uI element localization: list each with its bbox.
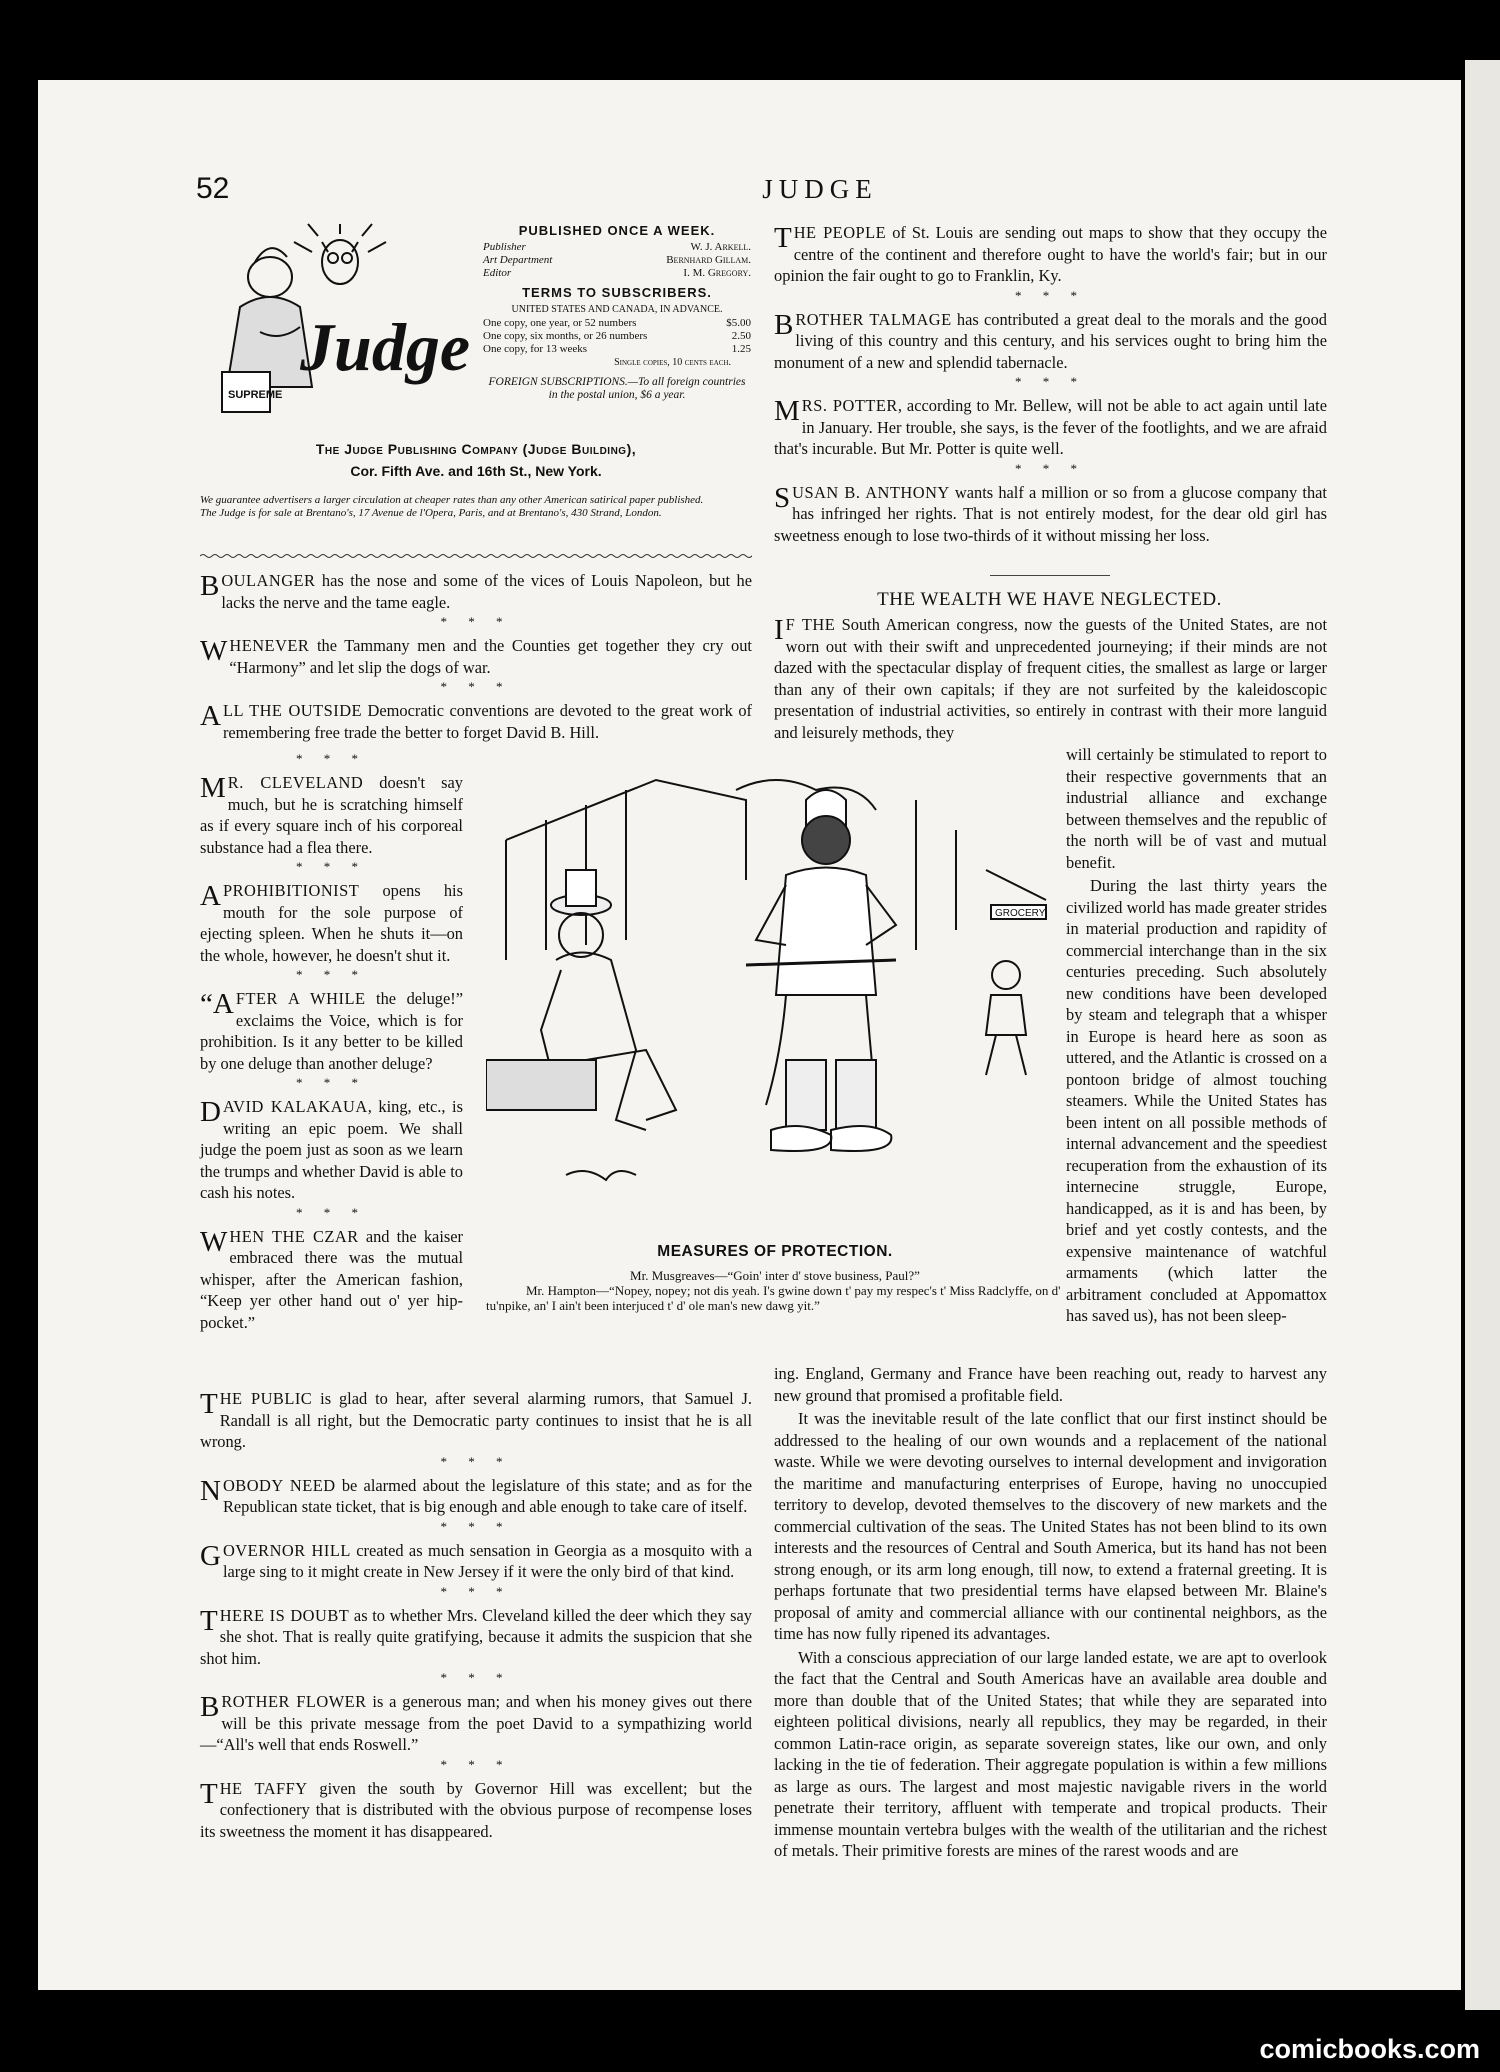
cartoon-drawing bbox=[486, 760, 1064, 1244]
single-copies: Single copies, 10 cents each. bbox=[614, 357, 731, 368]
masthead-illustration bbox=[200, 222, 480, 422]
publisher-box bbox=[483, 224, 751, 402]
right-column-top bbox=[774, 222, 1327, 548]
article-title: THE WEALTH WE HAVE NEGLECTED. bbox=[877, 589, 1222, 610]
caption-line: Mr. Hampton—“Nopey, nopey; not dis yeah. I's gwine down t' pay my respec's t' Miss Radclyffe, on d' tu'npike, an' I ain't been interjuced t' d' ole man's new dawg yit.” bbox=[486, 1283, 1061, 1313]
section-stars: * * * bbox=[440, 614, 512, 629]
paragraph: WHEN THE CZAR and the kaiser embraced there was the mutual whisper, after the American fashion, “Keep yer other hand out o' yer hip-pocket.” bbox=[200, 1225, 463, 1332]
paragraph: GOVERNOR HILL created as much sensation in Georgia as a mosquito with a large sing to it might create in New Jersey if it were the only bird of that kind. bbox=[200, 1539, 752, 1581]
paragraph: will certainly be stimulated to report to their respective governments that an industrial alliance and exchange between themselves and the republic of the north will be of vast and mutual benefit. bbox=[1066, 745, 1327, 872]
notice-circulation: We guarantee advertisers a larger circulation at cheaper rates than any other American satirical paper published. bbox=[200, 494, 704, 506]
section-stars: * * * bbox=[296, 967, 367, 982]
section-stars: * * * bbox=[296, 751, 367, 766]
paragraph: SUSAN B. ANTHONY wants half a million or so from a glucose company that has infringed her rights. That is not entirely modest, for the dear old girl has sweetness enough to lose two-thirds of it without missing her loss. bbox=[774, 481, 1327, 545]
article-narrow bbox=[1066, 744, 1327, 1329]
company-street: Cor. Fifth Ave. and 16th St., New York. bbox=[350, 463, 602, 479]
masthead-badge: SUPREME bbox=[228, 389, 283, 401]
paragraph: BOULANGER has the nose and some of the vices of Louis Napoleon, but he lacks the nerve and the tame eagle. bbox=[200, 570, 752, 612]
article-continued bbox=[774, 1363, 1327, 1864]
paragraph: I F THE South American congress, now the guests of the United States, are not worn out with their swift and unprecedented journeying; if their minds are not dazed with the spectacular display of frequent cities, the smallest as large or larger than any of their own capitals; if they are not surfeited by the kaleidoscopic presentation of industrial activities, so entirely in contrast with their more languid and leisurely methods, they bbox=[774, 614, 1328, 742]
paragraph: WHENEVER the Tammany men and the Counties get together they cry out “Harmony” and let slip the dogs of war. bbox=[200, 635, 752, 677]
staff-row: Editor I. M. Gregory. bbox=[483, 267, 751, 279]
page-number: 52 bbox=[196, 172, 230, 205]
paragraph: ALL THE OUTSIDE Democratic conventions are devoted to the great work of remembering free trade the better to forget David B. Hill. bbox=[200, 700, 752, 742]
foreign-subscriptions: FOREIGN SUBSCRIPTIONS.—To all foreign countries in the postal union, $6 a year. bbox=[488, 376, 746, 401]
paragraph: BROTHER FLOWER is a generous man; and when his money gives out there will be this private message from the poet David to a sympathizing world—“All's well that ends Roswell.” bbox=[200, 1691, 752, 1754]
staff-row: Publisher W. J. Arkell. bbox=[483, 241, 751, 253]
section-stars: * * * bbox=[440, 1583, 512, 1599]
section-stars: * * * bbox=[296, 859, 367, 874]
section-stars: * * * bbox=[296, 1075, 367, 1090]
published-heading: PUBLISHED ONCE A WEEK. bbox=[518, 223, 716, 238]
cartoon-caption bbox=[486, 1268, 1064, 1313]
section-stars: * * * bbox=[1015, 374, 1086, 389]
rate-row: One copy, six months, or 26 numbers 2.50 bbox=[483, 330, 751, 342]
paragraph: It was the inevitable result of the late conflict that our first instinct should be addressed to the healing of our own wounds and a replacement of the national waste. While we were devoting ourselves to internal development and invigoration the maritime and manufacturing enterprises of Europe, having no unoccupied territory to develop, devoted themselves to the discovery of new markets and the commercial cultivation of the seas. The United States has not been blind to its own interests and the resources of Central and South America, but its hand has not been strong enough, or its arm long enough, till now, to extend a fraternal greeting. It is perhaps fortunate that two presidential terms have elapsed between Mr. Blaine's proposal of amity and commercial alliance with our continental neighbors, as the time has now fully ripened its advantages. bbox=[774, 1409, 1327, 1643]
short-rule bbox=[990, 575, 1110, 576]
paragraph: MRS. POTTER, according to Mr. Bellew, will not be able to act again until late in January. Her trouble, she says, is the fever of the footlights, and we are afraid that's incurable. But Mr. Potter is quite well. bbox=[774, 395, 1327, 458]
left-column-top bbox=[200, 570, 752, 745]
cartoon-title: MEASURES OF PROTECTION. bbox=[657, 1243, 893, 1260]
rate-row: One copy, for 13 weeks 1.25 bbox=[483, 343, 751, 355]
paragraph: DAVID KALAKAUA, king, etc., is writing an epic poem. We shall judge the poem just as soon as we learn the trumps and whether David is able to cash his notes. bbox=[200, 1096, 463, 1202]
advertiser-notice bbox=[200, 494, 752, 520]
terms-subheading: UNITED STATES AND CANADA, IN ADVANCE. bbox=[511, 304, 723, 315]
masthead-drawing bbox=[200, 222, 480, 422]
article-intro bbox=[774, 614, 1327, 745]
company-address bbox=[200, 438, 752, 482]
section-stars: * * * bbox=[440, 1518, 512, 1534]
paragraph: “AFTER A WHILE the deluge!” exclaims the Voice, which is for prohibition. Is it any better to be killed by one deluge than another deluge? bbox=[200, 988, 463, 1073]
left-column-bottom bbox=[200, 1388, 752, 1844]
rate-row: One copy, one year, or 52 numbers $5.00 bbox=[483, 317, 751, 329]
staff-row: Art Department Bernhard Gillam. bbox=[483, 254, 751, 266]
cartoon-illustration bbox=[486, 760, 1064, 1244]
section-stars: * * * bbox=[440, 679, 512, 694]
paragraph: ing. England, Germany and France have been reaching out, ready to harvest any new ground that promised a profitable field. bbox=[774, 1364, 1327, 1405]
masthead-logo: Judge bbox=[300, 309, 470, 385]
terms-heading: TERMS TO SUBSCRIBERS. bbox=[522, 285, 712, 300]
paragraph: A PROHIBITIONIST opens his mouth for the sole purpose of ejecting spleen. When he shuts it—on the whole, however, he doesn't shut it. bbox=[200, 880, 463, 965]
paragraph: With a conscious appreciation of our large landed estate, we are apt to overlook the fact that the Central and South Americas have an available area double and more than double that of the United States; that while they are separated into eighteen political divisions, nearly all republics, they may be regarded, in their common Latin-race origin, as separate sovereign states, like our own, and only lacking in the tie of federation. Their aggregate population is within a few millions as large as ours. The largest and most majestic navigable rivers in the world penetrate their territory, affluent with temperate and tropical products. Their immense mountain vertebra bulges with the wealth of the utilitarian and the richest of metals. Their primitive forests are mines of the rarest woods and are bbox=[774, 1647, 1327, 1860]
paragraph: NOBODY NEED be alarmed about the legislature of this state; and as for the Republican state ticket, that is big enough and able enough to take care of itself. bbox=[200, 1474, 752, 1516]
section-stars: * * * bbox=[1015, 287, 1086, 303]
section-stars: * * * bbox=[440, 1756, 512, 1772]
paragraph: During the last thirty years the civilized world has made greater strides in material production and rapidity of commercial interchange than in the six centuries preceding. Such absolutely new conditions have been developed by steam and telegraph that a whisper in Europe is heard here as soon as uttered, and the Atlantic is crossed on a pontoon bridge of almost touching steamers. While the United States has been intent on all possible methods of internal advancement and the speediest recuperation from the exhaustion of its internecine struggle, Europe, handicapped, as it is and has been, by brief and yet costly contests, and the expensive maintenance of watchful armaments (which latter the arbitrament concluded at Appomattox has saved us), has not been sleep- bbox=[1066, 876, 1327, 1325]
notice-sale: The Judge is for sale at Brentano's, 17 Avenue de l'Opera, Paris, and at Brentano's, 430 Strand, London. bbox=[200, 507, 662, 519]
section-stars: * * * bbox=[1015, 460, 1086, 476]
section-stars: * * * bbox=[440, 1670, 512, 1685]
section-stars: * * * bbox=[296, 1204, 367, 1220]
watermark: comicbooks.com bbox=[1259, 2034, 1480, 2064]
paragraph: THE PEOPLE of St. Louis are sending out maps to show that they occupy the centre of the continent and therefore ought to have the world's fair; but in our opinion the fair ought to go to Franklin, Ky. bbox=[774, 222, 1327, 285]
company-name: The Judge Publishing Company (Judge Building), bbox=[315, 441, 637, 457]
paragraph: BROTHER TALMAGE has contributed a great deal to the morals and the good living of this country and this century, and his services ought to bring him the monument of a new and splendid tabernacle. bbox=[774, 308, 1328, 372]
running-head: JUDGE bbox=[762, 174, 878, 204]
paragraph: THE TAFFY given the south by Governor Hill was excellent; but the confectionery that is distributed with the obvious purpose of recompense loses its sweetness the moment it has disappeared. bbox=[200, 1777, 752, 1841]
left-column-narrow bbox=[200, 750, 463, 1335]
next-page-edge bbox=[1465, 60, 1500, 2010]
wavy-rule bbox=[200, 553, 752, 559]
caption-line: Mr. Musgreaves—“Goin' inter d' stove business, Paul?” bbox=[630, 1268, 920, 1283]
grocery-sign: GROCERY bbox=[995, 908, 1046, 919]
paragraph: THE PUBLIC is glad to hear, after several alarming rumors, that Samuel J. Randall is all right, but the Democratic party continues to insist that he is all wrong. bbox=[200, 1388, 753, 1451]
paragraph: THERE IS DOUBT as to whether Mrs. Cleveland killed the deer which they say she shot. That is really quite gratifying, because it admits the suspicion that she shot him. bbox=[200, 1604, 752, 1668]
section-stars: * * * bbox=[440, 1453, 512, 1469]
paragraph: M R. CLEVELAND doesn't say much, but he is scratching himself as if every square inch of his corporeal substance had a flea there. bbox=[200, 772, 463, 857]
